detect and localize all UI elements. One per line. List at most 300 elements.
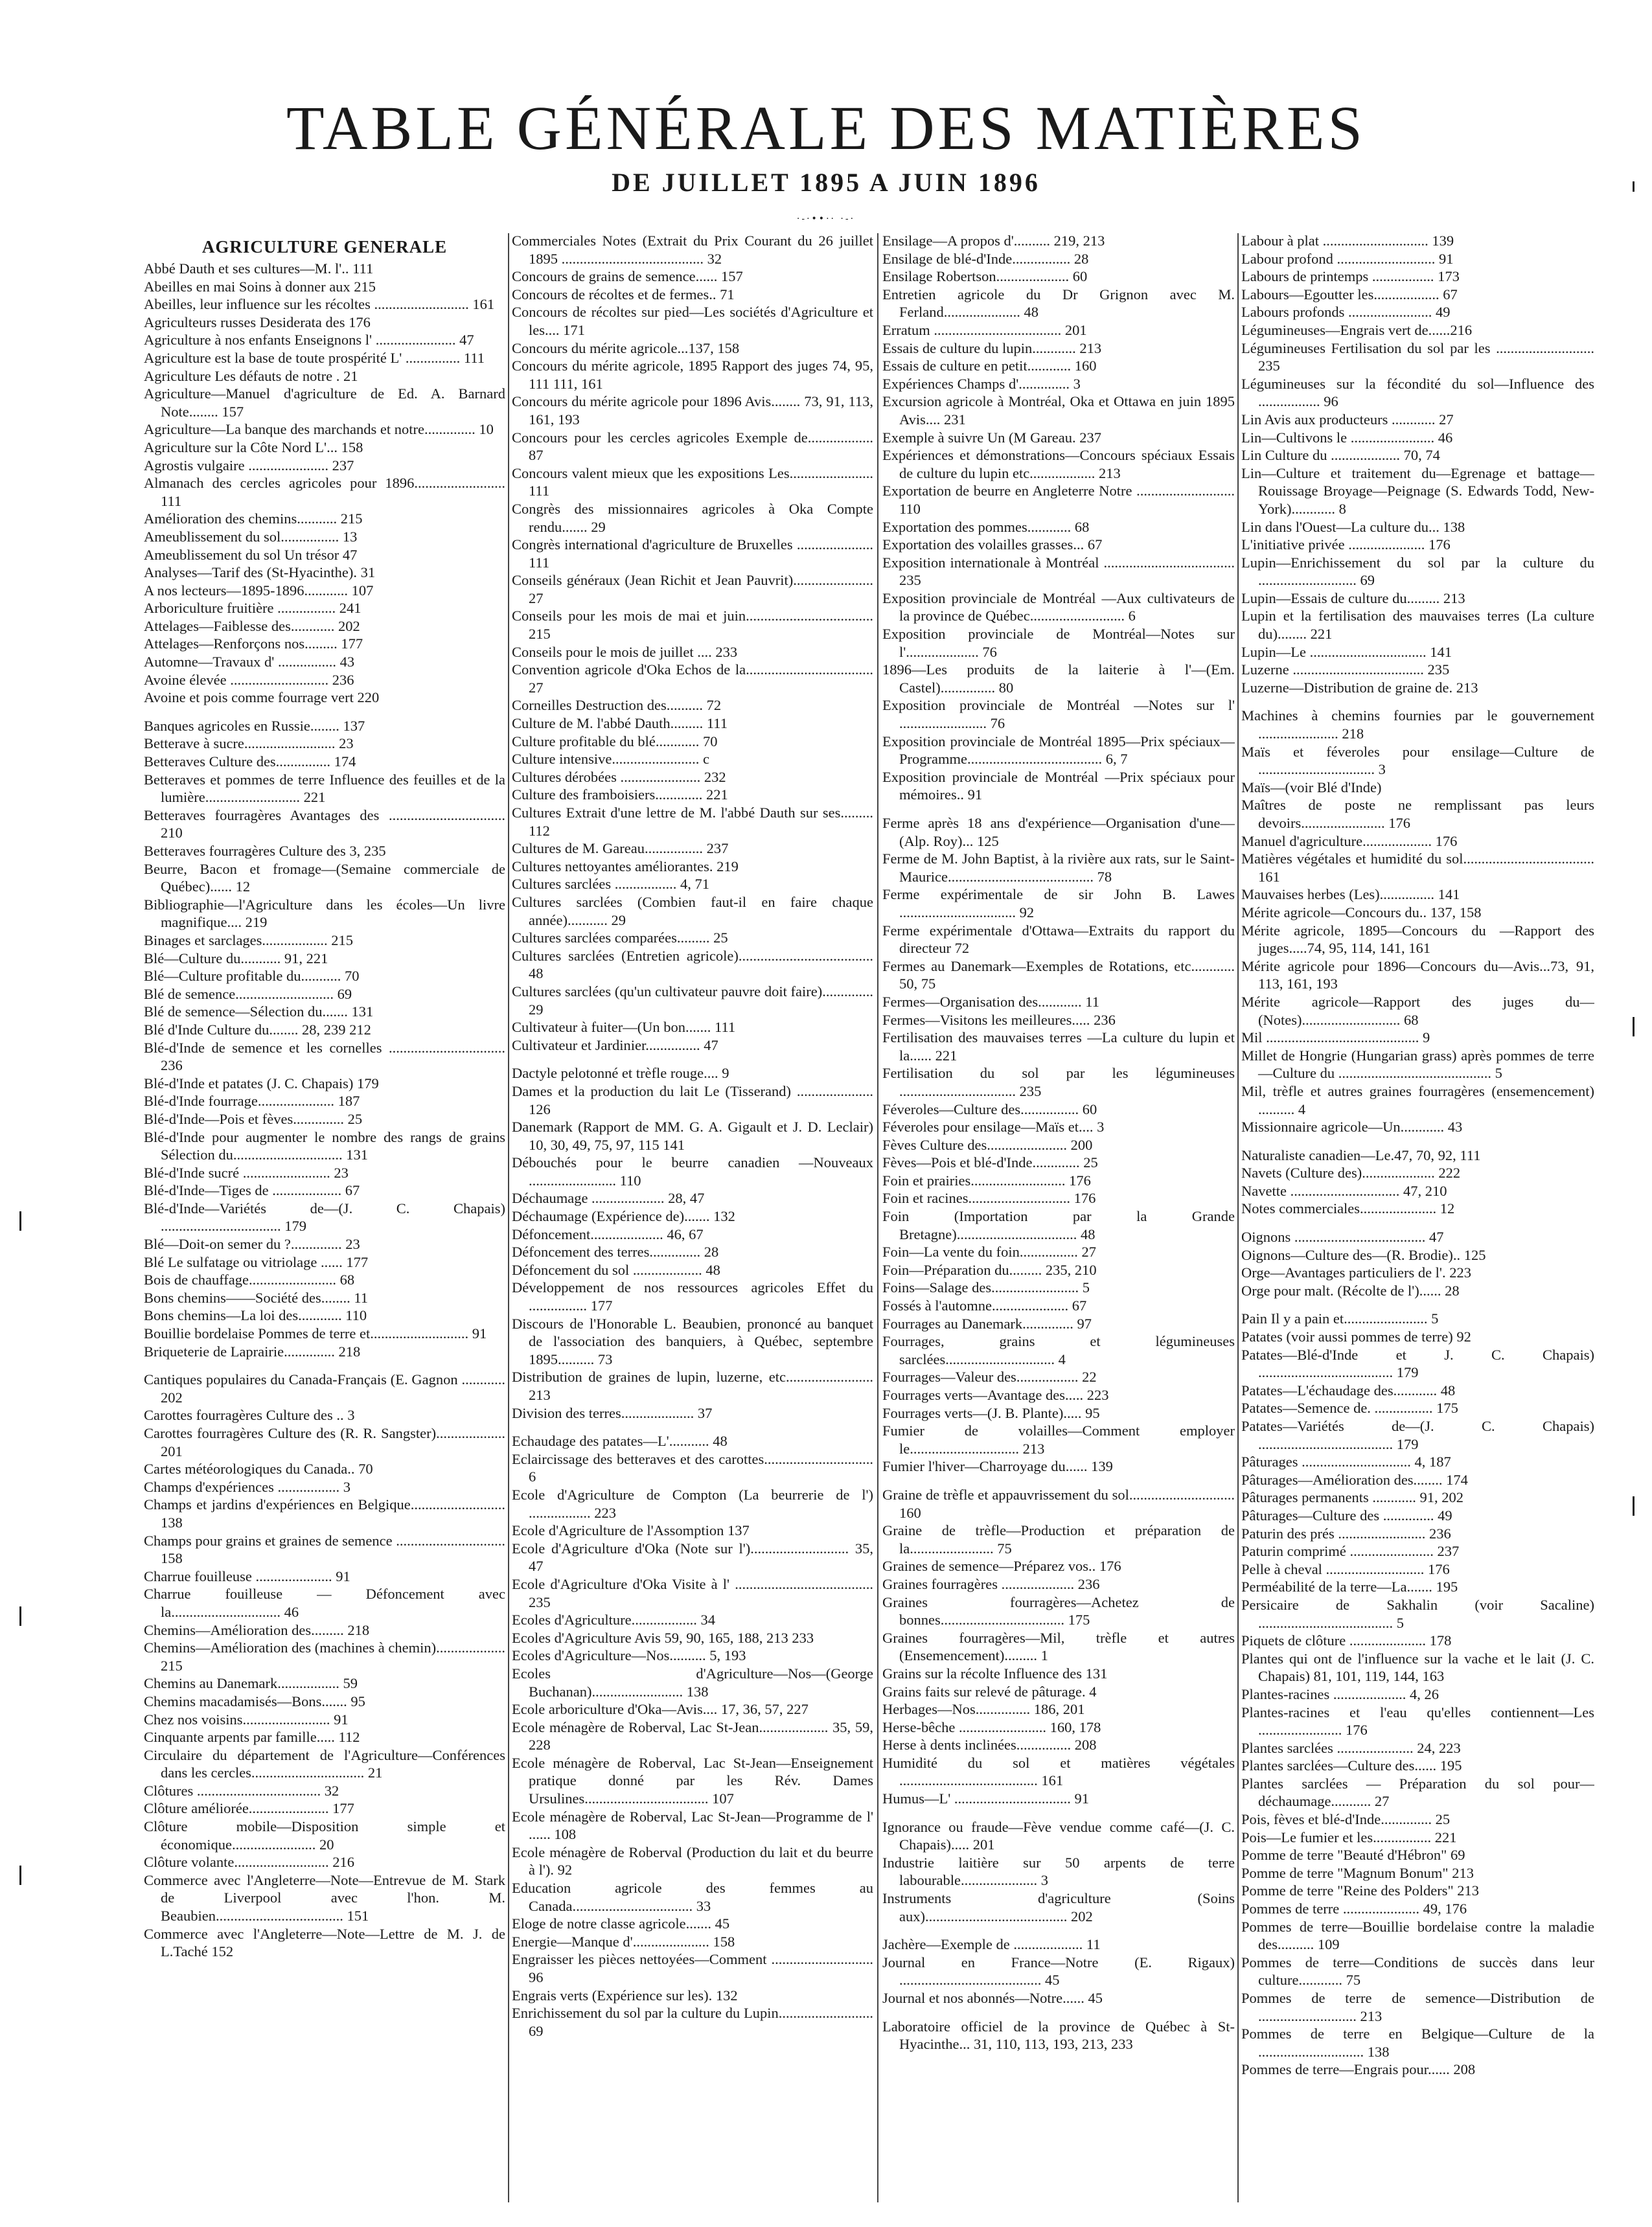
index-entry: Luzerne .................................... 235: [1241, 661, 1450, 678]
index-entry: Cultures dérobées ...................... 232: [512, 768, 726, 785]
index-entry: Légumineuses Fertilisation du sol par les ........................... 235: [1241, 339, 1594, 374]
index-entry: Chemins macadamisés—Bons....... 95: [144, 1693, 365, 1709]
index-entry: Pois—Le fumier et les................ 221: [1241, 1829, 1457, 1845]
index-entry: Avoine élevée ........................... 236: [144, 671, 354, 688]
index-entry: Graine de trèfle—Production et préparation de la....................... 75: [882, 1522, 1235, 1557]
index-entry: Concours pour les cercles agricoles Exemple de.................. 87: [512, 429, 873, 464]
section-gap: [882, 804, 1235, 814]
index-entry: Agriculture Les défauts de notre . 21: [144, 367, 358, 384]
index-entry: Mil, trèfle et autres graines fourragères (ensemencement) .......... 4: [1241, 1082, 1594, 1117]
index-column-1: [144, 232, 505, 2201]
index-entry: Ecole ménagère de Roberval, Lac St-Jean—Enseignement pratique donné par les Rév. Dames Ursulines.................................. 107: [512, 1754, 873, 1807]
index-entry: Oignons—Culture des—(R. Brodie).. 125: [1241, 1246, 1486, 1263]
index-entry: Pâturages—Amélioration des........ 174: [1241, 1471, 1468, 1488]
index-entry: Plantes qui ont de l'influence sur la vache et le lait (J. C. Chapais) 81, 101, 119, 144, 163: [1241, 1650, 1594, 1685]
index-entry: Jachère—Exemple de ................... 11: [882, 1936, 1101, 1953]
index-entry: Briqueterie de Laprairie.............. 218: [144, 1343, 361, 1360]
index-entry: Chez nos voisins........................ 91: [144, 1711, 349, 1728]
index-entry: Blé-d'Inde sucré ........................ 23: [144, 1164, 349, 1181]
index-entry: Ecole ménagère de Roberval (Production du lait et du beurre à l'). 92: [512, 1844, 873, 1879]
index-entry: Humus—L' ................................ 91: [882, 1790, 1090, 1807]
index-entry: Fertilisation du sol par les légumineuses ................................ 235: [882, 1065, 1235, 1099]
index-entry: Cultures sarclées (Combien faut-il en faire chaque année)........... 29: [512, 893, 873, 928]
index-entry: Mil .......................................... 9: [1241, 1029, 1430, 1046]
index-entry: Fèves Culture des...................... 200: [882, 1136, 1093, 1153]
index-entry: Labours profonds ....................... 49: [1241, 304, 1451, 321]
index-entry: Ensilage—A propos d'.......... 219, 213: [882, 233, 1105, 249]
index-entry: Champs d'expériences ................. 3: [144, 1478, 350, 1495]
index-entry: Lupin et la fertilisation des mauvaises terres (La culture du)........ 221: [1241, 608, 1594, 643]
index-entry: Exposition internationale à Montréal .................................... 235: [882, 554, 1235, 589]
index-entry: Discours de l'Honorable L. Beaubien, prononcé au banquet de l'association des banquiers, à Québec, septembre 1895.......... 73: [512, 1315, 873, 1367]
index-entry: Ecole d'Agriculture de Compton (La beurrerie de l') ................. 223: [512, 1486, 873, 1521]
index-entry: Persicaire de Sakhalin (voir Sacaline) ..................................... 5: [1241, 1596, 1594, 1631]
index-entry: Légumineuses sur la fécondité du sol—Influence des ................. 96: [1241, 375, 1594, 410]
index-entry: Grains faits sur relevé de pâturage. 4: [882, 1683, 1097, 1700]
index-entry: Défoncement des terres.............. 28: [512, 1244, 719, 1261]
index-entry: Plantes sarclées ..................... 24, 223: [1241, 1739, 1461, 1756]
index-entry: Abeilles en mai Soins à donner aux 215: [144, 278, 376, 295]
index-entry: Cultures nettoyantes améliorantes. 219: [512, 858, 739, 874]
index-entry: Exposition provinciale de Montréal —Prix spéciaux pour mémoires.. 91: [882, 768, 1235, 803]
index-entry: Exportation des pommes............ 68: [882, 518, 1090, 535]
index-entry: Automne—Travaux d' ................ 43: [144, 654, 355, 670]
index-entry: Beurre, Bacon et fromage—(Semaine commerciale de Québec)...... 12: [144, 860, 505, 895]
index-column-3: [882, 232, 1235, 2201]
index-entry: Graines fourragères—Achetez de bonnes.................................. 175: [882, 1593, 1235, 1628]
index-entry: Fourrages verts—(J. B. Plante)..... 95: [882, 1404, 1100, 1421]
index-entry: Cultivateur à fuiter—(Un bon....... 111: [512, 1019, 736, 1036]
index-entry: Ensilage de blé-d'Inde................ 28: [882, 250, 1089, 267]
index-entry: Cultures sarclées comparées......... 25: [512, 930, 728, 946]
index-entry: Excursion agricole à Montréal, Oka et Ottawa en juin 1895 Avis.... 231: [882, 393, 1235, 428]
index-entry: Graines fourragères—Mil, trèfle et autres (Ensemencement)......... 1: [882, 1629, 1235, 1664]
index-entry: Plantes sarclées — Préparation du sol pour—déchaumage........... 27: [1241, 1775, 1594, 1810]
index-entry: Herse à dents inclinées............... 208: [882, 1737, 1097, 1753]
index-entry: Cinquante arpents par famille..... 112: [144, 1729, 360, 1746]
index-entry: Cantiques populaires du Canada-Français (E. Gagnon ............ 202: [144, 1371, 505, 1406]
index-entry: Mérite agricole—Rapport des juges du—(Notes)........................... 68: [1241, 993, 1594, 1028]
index-entry: Exposition provinciale de Montréal—Notes sur l'.................... 76: [882, 626, 1235, 660]
index-entry: Orge pour malt. (Récolte de l')...... 28: [1241, 1282, 1460, 1299]
index-entry: Exposition provinciale de Montréal 1895—Prix spéciaux—Programme..................................... 6, 7: [882, 733, 1235, 768]
index-entry: Blé-d'Inde—Pois et fèves.............. 25: [144, 1110, 363, 1127]
index-entry: Pommes de terre de semence—Distribution de ........................... 213: [1241, 1990, 1594, 2024]
index-entry: Mauvaises herbes (Les)............... 141: [1241, 886, 1460, 903]
index-entry: Amélioration des chemins........... 215: [144, 510, 363, 527]
index-entry: Lupin—Le ................................ 141: [1241, 643, 1452, 660]
index-entry: A nos lecteurs—1895-1896............ 107: [144, 582, 374, 599]
index-entry: Betteraves fourragères Avantages des ................................ 210: [144, 806, 505, 841]
margin-mark: [19, 1211, 21, 1231]
margin-mark: [19, 1606, 21, 1626]
index-entry: Mérite agricole—Concours du.. 137, 158: [1241, 904, 1482, 920]
index-entry: Betteraves fourragères Culture des 3, 235: [144, 843, 386, 859]
index-entry: Eloge de notre classe agricole....... 45: [512, 1915, 730, 1932]
index-entry: Chemins—Amélioration des......... 218: [144, 1621, 370, 1638]
index-entry: Betteraves Culture des............... 174: [144, 753, 356, 770]
index-entry: Congrès des missionnaires agricoles à Oka Compte rendu....... 29: [512, 500, 873, 535]
index-entry: Concours du mérite agricole, 1895 Rapport des juges 74, 95, 111 111, 161: [512, 358, 873, 392]
index-entry: Clôtures .................................. 32: [144, 1782, 339, 1799]
index-entry: Plantes-racines et l'eau qu'elles contiennent—Les ....................... 176: [1241, 1704, 1594, 1739]
index-entry: Ameublissement du sol Un trésor 47: [144, 546, 358, 563]
section-gap: [882, 1476, 1235, 1486]
index-entry: Clôture volante.......................... 216: [144, 1854, 354, 1871]
index-entry: Bons chemins——Société des........ 11: [144, 1289, 369, 1306]
index-entry: Foin et racines............................ 176: [882, 1190, 1096, 1207]
index-entry: Développement de nos ressources agricoles Effet du ................ 177: [512, 1279, 873, 1314]
index-entry: Ecole ménagère de Roberval, Lac St-Jean—Programme de l' ...... 108: [512, 1808, 873, 1843]
index-entry: Pelle à cheval ........................... 176: [1241, 1560, 1450, 1577]
index-entry: Graine de trèfle et appauvrissement du sol............................. 160: [882, 1486, 1235, 1521]
index-entry: Erratum ................................... 201: [882, 321, 1087, 338]
index-entry: Fermes au Danemark—Exemples de Rotations, etc............ 50, 75: [882, 957, 1235, 992]
index-entry: L'initiative privée ..................... 176: [1241, 536, 1451, 553]
index-entry: Maïs—(voir Blé d'Inde): [1241, 779, 1382, 795]
index-entry: Charrue fouilleuse ..................... 91: [144, 1568, 350, 1584]
index-entry: Clôture améliorée...................... 177: [144, 1800, 354, 1817]
index-entry: Blé-d'Inde pour augmenter le nombre des rangs de grains Sélection du.............................. 131: [144, 1128, 505, 1163]
index-entry: Ferme après 18 ans d'expérience—Organisation d'une—(Alp. Roy)... 125: [882, 815, 1235, 849]
index-entry: Patates—Blé-d'Inde et J. C. Chapais) ..................................... 179: [1241, 1346, 1594, 1381]
index-entry: Oignons .................................... 47: [1241, 1229, 1444, 1246]
index-entry: Fermes—Organisation des............ 11: [882, 993, 1099, 1010]
section-gap: [512, 1054, 873, 1064]
index-entry: Binages et sarclages.................. 215: [144, 931, 354, 948]
index-entry: Fourrages—Valeur des................. 22: [882, 1369, 1097, 1386]
index-entry: Fertilisation des mauvaises terres —La culture du lupin et la...... 221: [882, 1029, 1235, 1064]
section-gap: [512, 1422, 873, 1432]
index-entry: Engraisser les pièces nettoyées—Comment ............................ 96: [512, 1951, 873, 1985]
index-entry: Journal en France—Notre (E. Rigaux) ....................................... 45: [882, 1954, 1235, 1989]
index-entry: Blé d'Inde Culture du........ 28, 239 212: [144, 1021, 371, 1038]
index-entry: Analyses—Tarif des (St-Hyacinthe). 31: [144, 564, 376, 581]
index-entry: Labours de printemps ................. 173: [1241, 268, 1460, 285]
index-entry: Pommes de terre—Engrais pour...... 208: [1241, 2061, 1476, 2078]
index-entry: Exposition provinciale de Montréal —Notes sur l' ........................ 76: [882, 697, 1235, 732]
index-entry: Cultures sarclées (Entretien agricole)..................................... 48: [512, 947, 873, 982]
index-entry: Ecoles d'Agriculture.................. 34: [512, 1612, 715, 1628]
index-entry: Grains sur la récolte Influence des 131: [882, 1665, 1108, 1682]
index-entry: Foin—Préparation du......... 235, 210: [882, 1261, 1097, 1278]
index-entry: Ecole arboriculture d'Oka—Avis.... 17, 36, 57, 227: [512, 1701, 809, 1718]
index-entry: Paturin des prés ........................ 236: [1241, 1525, 1451, 1542]
index-entry: Cultures sarclées ................. 4, 71: [512, 876, 709, 893]
title-ornament: ·-·••·· ·-·: [796, 214, 856, 224]
page-title: TABLE GÉNÉRALE DES MATIÈRES: [286, 93, 1366, 163]
section-gap: [1241, 1218, 1594, 1228]
index-entry: Foin—La vente du foin................ 27: [882, 1244, 1096, 1261]
index-entry: Concours de grains de semence...... 157: [512, 268, 743, 285]
index-entry: Pommes de terre en Belgique—Culture de la ............................. 138: [1241, 2026, 1594, 2060]
index-entry: Patates—L'échaudage des............ 48: [1241, 1382, 1456, 1399]
index-entry: Navette .............................. 47, 210: [1241, 1182, 1447, 1199]
index-entry: Cultures Extrait d'une lettre de M. l'abbé Dauth sur ses......... 112: [512, 805, 873, 839]
index-entry: Expériences Champs d'.............. 3: [882, 375, 1081, 392]
index-entry: Attelages—Faiblesse des............ 202: [144, 617, 360, 634]
index-entry: Missionnaire agricole—Un............ 43: [1241, 1119, 1463, 1136]
index-entry: Machines à chemins fournies par le gouvernement ...................... 218: [1241, 707, 1594, 742]
index-entry: Entretien agricole du Dr Grignon avec M. Ferland..................... 48: [882, 286, 1235, 321]
index-entry: Industrie laitière sur 50 arpents de terre labourable..................... 3: [882, 1854, 1235, 1889]
section-gap: [1241, 1299, 1594, 1310]
index-entry: Dactyle pelotonné et trèfle rouge.... 9: [512, 1065, 729, 1082]
index-entry: Pâturages .............................. 4, 187: [1241, 1454, 1451, 1470]
index-entry: Pomme de terre "Beauté d'Hébron" 69: [1241, 1847, 1465, 1864]
index-entry: Débouchés pour le beurre canadien —Nouveaux ........................ 110: [512, 1154, 873, 1189]
index-entry: Champs pour grains et graines de semence .............................. 158: [144, 1532, 505, 1567]
index-entry: Humidité du sol et matières végétales ...................................... 161: [882, 1754, 1235, 1789]
index-entry: Foin (Importation par la Grande Bretagne)................................. 48: [882, 1208, 1235, 1242]
index-entry: Agriculture à nos enfants Enseignons l' ...................... 47: [144, 332, 474, 348]
index-entry: Légumineuses—Engrais vert de......216: [1241, 321, 1473, 338]
index-entry: Cultures de M. Gareau................ 237: [512, 840, 729, 857]
index-entry: Blé-d'Inde et patates (J. C. Chapais) 179: [144, 1075, 379, 1091]
index-entry: Ecoles d'Agriculture—Nos.......... 5, 193: [512, 1647, 746, 1664]
index-entry: Bibliographie—l'Agriculture dans les écoles—Un livre magnifique.... 219: [144, 896, 505, 931]
index-entry: Ignorance ou fraude—Fève vendue comme café—(J. C. Chapais)..... 201: [882, 1818, 1235, 1853]
index-entry: Foin et prairies.......................... 176: [882, 1172, 1091, 1189]
index-entry: Mérite agricole pour 1896—Concours du—Avis...73, 91, 113, 161, 193: [1241, 957, 1594, 992]
index-entry: Pois, fèves et blé-d'Inde.............. 25: [1241, 1811, 1451, 1828]
index-entry: Commerce avec l'Angleterre—Note—Entrevue de M. Stark de Liverpool avec l'hon. M. Beaubien................................... 151: [144, 1871, 505, 1924]
index-entry: Betterave à sucre......................... 23: [144, 735, 354, 752]
index-entry: Clôture mobile—Disposition simple et économique....................... 20: [144, 1818, 505, 1853]
index-entry: Ferme expérimentale d'Ottawa—Extraits du rapport du directeur 72: [882, 922, 1235, 957]
index-entry: Blé-d'Inde de semence et les cornelles ................................ 236: [144, 1039, 505, 1074]
index-entry: Orge—Avantages particuliers de l'. 223: [1241, 1264, 1471, 1281]
index-entry: Carottes fourragères Culture des (R. R. Sangster)................... 201: [144, 1425, 505, 1459]
index-entry: Banques agricoles en Russie........ 137: [144, 717, 365, 734]
index-entry: Navets (Culture des).................... 222: [1241, 1165, 1461, 1182]
index-entry: Concours du mérite agricole...137, 158: [512, 339, 740, 356]
index-entry: Avoine et pois comme fourrage vert 220: [144, 689, 380, 706]
index-entry: Patates—Variétés de—(J. C. Chapais) ..................................... 179: [1241, 1418, 1594, 1452]
index-entry: Pomme de terre "Magnum Bonum" 213: [1241, 1864, 1474, 1881]
index-entry: Ecole d'Agriculture d'Oka (Note sur l')........................... 35, 47: [512, 1540, 873, 1575]
index-entry: Education agricole des femmes au Canada................................. 33: [512, 1880, 873, 1914]
index-entry: Fossés à l'automne..................... 67: [882, 1297, 1087, 1314]
index-entry: Lin Culture du ................... 70, 74: [1241, 447, 1440, 464]
index-entry: Fourrages, grains et légumineuses sarclées.............................. 4: [882, 1333, 1235, 1367]
index-entry: Maîtres de poste ne remplissant pas leurs devoirs....................... 176: [1241, 797, 1594, 831]
index-entry: Pommes de terre ..................... 49, 176: [1241, 1901, 1467, 1917]
index-entry: Herse-bêche ........................ 160, 178: [882, 1719, 1101, 1735]
index-entry: Division des terres.................... 37: [512, 1404, 713, 1421]
index-entry: Expériences et démonstrations—Concours spéciaux Essais de culture du lupin etc.................. 213: [882, 447, 1235, 481]
index-entry: Journal et nos abonnés—Notre...... 45: [882, 1990, 1103, 2006]
index-entry: Commerciales Notes (Extrait du Prix Courant du 26 juillet 1895 ....................................... 32: [512, 233, 873, 267]
index-entry: Fourrages verts—Avantage des..... 223: [882, 1387, 1109, 1403]
index-entry: Almanach des cercles agricoles pour 1896......................... 111: [144, 475, 505, 509]
index-entry: Cultures sarclées (qu'un cultivateur pauvre doit faire).............. 29: [512, 983, 873, 1018]
index-entry: Pomme de terre "Reine des Polders" 213: [1241, 1882, 1480, 1899]
index-entry: Dames et la production du lait Le (Tisserand) ..................... 126: [512, 1082, 873, 1117]
index-entry: Patates (voir aussi pommes de terre) 92: [1241, 1329, 1471, 1345]
index-entry: Ameublissement du sol................ 13: [144, 528, 358, 545]
index-entry: Concours du mérite agricole pour 1896 Avis........ 73, 91, 113, 161, 193: [512, 393, 873, 428]
index-entry: Cartes météorologiques du Canada.. 70: [144, 1461, 373, 1478]
index-entry: Manuel d'agriculture................... 176: [1241, 832, 1458, 849]
index-entry: Matières végétales et humidité du sol.................................... 161: [1241, 851, 1594, 885]
index-entry: Conseils généraux (Jean Richit et Jean Pauvrit)...................... 27: [512, 572, 873, 606]
index-entry: Ferme de M. John Baptist, à la rivière aux rats, sur le Saint-Maurice........................................ 78: [882, 851, 1235, 885]
index-entry: Ferme expérimentale de sir John B. Lawes ................................ 92: [882, 886, 1235, 920]
index-entry: Ecole d'Agriculture d'Oka Visite à l' ...................................... 235: [512, 1575, 873, 1610]
index-entry: Concours de récoltes sur pied—Les sociétés d'Agriculture et les.... 171: [512, 304, 873, 338]
index-entry: Corneilles Destruction des.......... 72: [512, 697, 722, 714]
index-entry: Fumier de volailles—Comment employer le.............................. 213: [882, 1422, 1235, 1457]
index-entry: Blé-d'Inde—Variétés de—(J. C. Chapais) ................................. 179: [144, 1200, 505, 1235]
index-entry: Graines fourragères .................... 236: [882, 1575, 1100, 1592]
index-entry: Millet de Hongrie (Hungarian grass) après pommes de terre—Culture du .......................................... 5: [1241, 1047, 1594, 1082]
index-entry: Fourrages au Danemark.............. 97: [882, 1315, 1092, 1332]
index-entry: Déchaumage .................... 28, 47: [512, 1190, 705, 1207]
index-entry: Labour à plat ............................. 139: [1241, 233, 1454, 249]
index-entry: Engrais verts (Expérience sur les). 132: [512, 1987, 738, 2004]
section-gap: [1241, 696, 1594, 707]
index-entry: Echaudage des patates—L'........... 48: [512, 1433, 728, 1450]
index-entry: Chemins—Amélioration des (machines à chemin)................... 215: [144, 1639, 505, 1674]
section-gap: [882, 1808, 1235, 1818]
index-entry: Carottes fourragères Culture des .. 3: [144, 1407, 355, 1424]
index-entry: Agriculture—Manuel d'agriculture de Ed. A. Barnard Note........ 157: [144, 385, 505, 420]
index-entry: Lin—Cultivons le ....................... 46: [1241, 429, 1453, 446]
section-gap: [144, 707, 505, 717]
index-entry: Fèves—Pois et blé-d'Inde............. 25: [882, 1154, 1098, 1171]
index-entry: Circulaire du département de l'Agriculture—Conférences dans les cercles............................... 21: [144, 1746, 505, 1781]
index-entry: Conseils pour le mois de juillet .... 233: [512, 643, 738, 660]
index-entry: Attelages—Renforçons nos......... 177: [144, 635, 363, 652]
index-entry: Ecole d'Agriculture de l'Assomption 137: [512, 1522, 750, 1539]
index-entry: Culture de M. l'abbé Dauth......... 111: [512, 715, 728, 732]
index-entry: Blé-d'Inde—Tiges de ................... 67: [144, 1182, 360, 1199]
index-entry: Graines de semence—Préparez vos.. 176: [882, 1558, 1121, 1575]
page-subtitle: DE JUILLET 1895 A JUIN 1896: [612, 168, 1040, 197]
index-entry: Défoncement du sol ................... 48: [512, 1261, 720, 1278]
column-rule: [877, 233, 878, 2202]
index-entry: Arboriculture fruitière ................ 241: [144, 600, 361, 617]
index-entry: Naturaliste canadien—Le.47, 70, 92, 111: [1241, 1147, 1481, 1163]
index-entry: Culture des framboisiers............. 221: [512, 786, 728, 803]
index-entry: Abbé Dauth et ses cultures—M. l'.. 111: [144, 260, 374, 277]
index-entry: Déchaumage (Expérience de)....... 132: [512, 1208, 735, 1225]
index-entry: Essais de culture en petit............ 160: [882, 358, 1097, 374]
index-entry: Lin dans l'Ouest—La culture du... 138: [1241, 518, 1465, 535]
index-entry: Agriculture est la base de toute prospérité L' ............... 111: [144, 349, 485, 366]
index-entry: Charrue fouilleuse — Défoncement avec la.............................. 46: [144, 1586, 505, 1620]
index-entry: Ecoles d'Agriculture Avis 59, 90, 165, 188, 213 233: [512, 1629, 814, 1646]
index-entry: Agrostis vulgaire ...................... 237: [144, 457, 354, 474]
index-entry: Féveroles—Culture des................ 60: [882, 1101, 1097, 1117]
index-entry: Patates—Semence de. ................ 175: [1241, 1400, 1458, 1417]
index-entry: Danemark (Rapport de MM. G. A. Gigault et J. D. Leclair) 10, 30, 49, 75, 97, 115 141: [512, 1119, 873, 1153]
index-entry: Blé de semence—Sélection du....... 131: [144, 1003, 374, 1020]
index-entry: Culture intensive........................ c: [512, 751, 709, 768]
column-rule: [508, 233, 509, 2202]
index-entry: Energie—Manque d'..................... 158: [512, 1933, 735, 1950]
index-entry: Pommes de terre—Bouillie bordelaise contre la maladie des.......... 109: [1241, 1918, 1594, 1953]
index-entry: Notes commerciales..................... 12: [1241, 1200, 1455, 1217]
index-entry: Conseils pour les mois de mai et juin................................... 215: [512, 608, 873, 643]
index-entry: Ensilage Robertson.................... 60: [882, 268, 1088, 285]
index-entry: Cultivateur et Jardinier............... 47: [512, 1036, 718, 1053]
index-entry: Bons chemins—La loi des............ 110: [144, 1307, 367, 1324]
index-entry: Féveroles pour ensilage—Maïs et.... 3: [882, 1119, 1105, 1136]
index-entry: Convention agricole d'Oka Echos de la................................... 27: [512, 661, 873, 696]
index-entry: Luzerne—Distribution de graine de. 213: [1241, 679, 1478, 696]
index-entry: Lupin—Essais de culture du......... 213: [1241, 589, 1465, 606]
index-entry: Agriculture—La banque des marchands et notre.............. 10: [144, 421, 494, 438]
index-entry: Champs et jardins d'expériences en Belgique.......................... 138: [144, 1496, 505, 1531]
index-entry: Lin—Culture et traitement du—Egrenage et battage—Rouissage Broyage—Peignage (S. Edwards Todd, New-York)............ 8: [1241, 464, 1594, 517]
index-entry: Commerce avec l'Angleterre—Note—Lettre de M. J. de L.Taché 152: [144, 1925, 505, 1960]
index-entry: Laboratoire officiel de la province de Québec à St-Hyacinthe... 31, 110, 113, 193, 213, 233: [882, 2018, 1235, 2053]
index-entry: Blé Le sulfatage ou vitriolage ...... 177: [144, 1253, 369, 1270]
index-entry: Ecole ménagère de Roberval, Lac St-Jean................... 35, 59, 228: [512, 1719, 873, 1753]
index-entry: Labours—Egoutter les.................. 67: [1241, 286, 1458, 303]
index-entry: Labour profond ........................... 91: [1241, 250, 1454, 267]
index-entry: Lin Avis aux producteurs ............ 27: [1241, 411, 1454, 428]
index-entry: Pain Il y a pain et....................... 5: [1241, 1310, 1439, 1327]
section-gap: [144, 1360, 505, 1371]
index-column-4: [1241, 232, 1594, 2201]
index-entry: Herbages—Nos............... 186, 201: [882, 1701, 1085, 1718]
index-entry: Blé—Doit-on semer du ?.............. 23: [144, 1236, 360, 1253]
index-entry: Plantes-racines .................... 4, 26: [1241, 1685, 1439, 1702]
section-gap: [1241, 1136, 1594, 1147]
index-entry: Maïs et féveroles pour ensilage—Culture de ................................ 3: [1241, 743, 1594, 778]
index-entry: Exportation de beurre en Angleterre Notre ........................... 110: [882, 483, 1235, 517]
index-entry: Concours valent mieux que les expositions Les....................... 111: [512, 464, 873, 499]
index-entry: Betteraves et pommes de terre Influence des feuilles et de la lumière.......................... 221: [144, 771, 505, 806]
index-entry: Lupin—Enrichissement du sol par la culture du ........................... 69: [1241, 554, 1594, 589]
index-entry: Pâturages permanents ............ 91, 202: [1241, 1489, 1464, 1506]
index-entry: Pommes de terre—Conditions de succès dans leur culture............ 75: [1241, 1954, 1594, 1989]
index-entry: 1896—Les produits de la laiterie à l'—(Em. Castel)............... 80: [882, 661, 1235, 696]
index-entry: Essais de culture du lupin............ 213: [882, 339, 1102, 356]
index-entry: Culture profitable du blé............ 70: [512, 733, 718, 749]
margin-mark: [1633, 1496, 1635, 1516]
section-gap: [882, 2007, 1235, 2018]
index-entry: Abeilles, leur influence sur les récoltes .......................... 161: [144, 296, 495, 313]
index-entry: Blé de semence........................... 69: [144, 985, 352, 1002]
index-entry: Pâturages—Culture des .............. 49: [1241, 1507, 1452, 1524]
index-entry: Blé-d'Inde fourrage..................... 187: [144, 1093, 360, 1110]
section-heading: AGRICULTURE GENERALE: [201, 237, 448, 257]
column-rule: [1237, 233, 1239, 2202]
index-entry: Paturin comprimé ....................... 237: [1241, 1543, 1460, 1560]
index-entry: Défoncement.................... 46, 67: [512, 1226, 704, 1242]
index-entry: Agriculteurs russes Desiderata des 176: [144, 314, 371, 330]
margin-mark: [19, 1866, 21, 1885]
index-entry: Piquets de clôture ..................... 178: [1241, 1632, 1452, 1649]
index-column-2: [512, 232, 873, 2201]
index-entry: Concours de récoltes et de fermes.. 71: [512, 286, 735, 303]
index-entry: Fermes—Visitons les meilleures..... 236: [882, 1011, 1116, 1028]
margin-mark: [1633, 181, 1635, 192]
index-entry: Exemple à suivre Un (M Gareau. 237: [882, 429, 1102, 446]
index-entry: Agriculture sur la Côte Nord L'... 158: [144, 439, 363, 455]
index-entry: Blé—Culture du........... 91, 221: [144, 950, 328, 966]
index-entry: Ecoles d'Agriculture—Nos—(George Buchanan)......................... 138: [512, 1665, 873, 1700]
index-entry: Congrès international d'agriculture de Bruxelles ..................... 111: [512, 536, 873, 571]
index-entry: Exposition provinciale de Montréal —Aux cultivateurs de la province de Québec.......................... 6: [882, 589, 1235, 624]
index-entry: Bois de chauffage........................ 68: [144, 1272, 355, 1288]
index-entry: Mérite agricole, 1895—Concours du —Rapport des juges.....74, 95, 114, 141, 161: [1241, 922, 1594, 957]
index-entry: Fumier l'hiver—Charroyage du...... 139: [882, 1458, 1113, 1475]
